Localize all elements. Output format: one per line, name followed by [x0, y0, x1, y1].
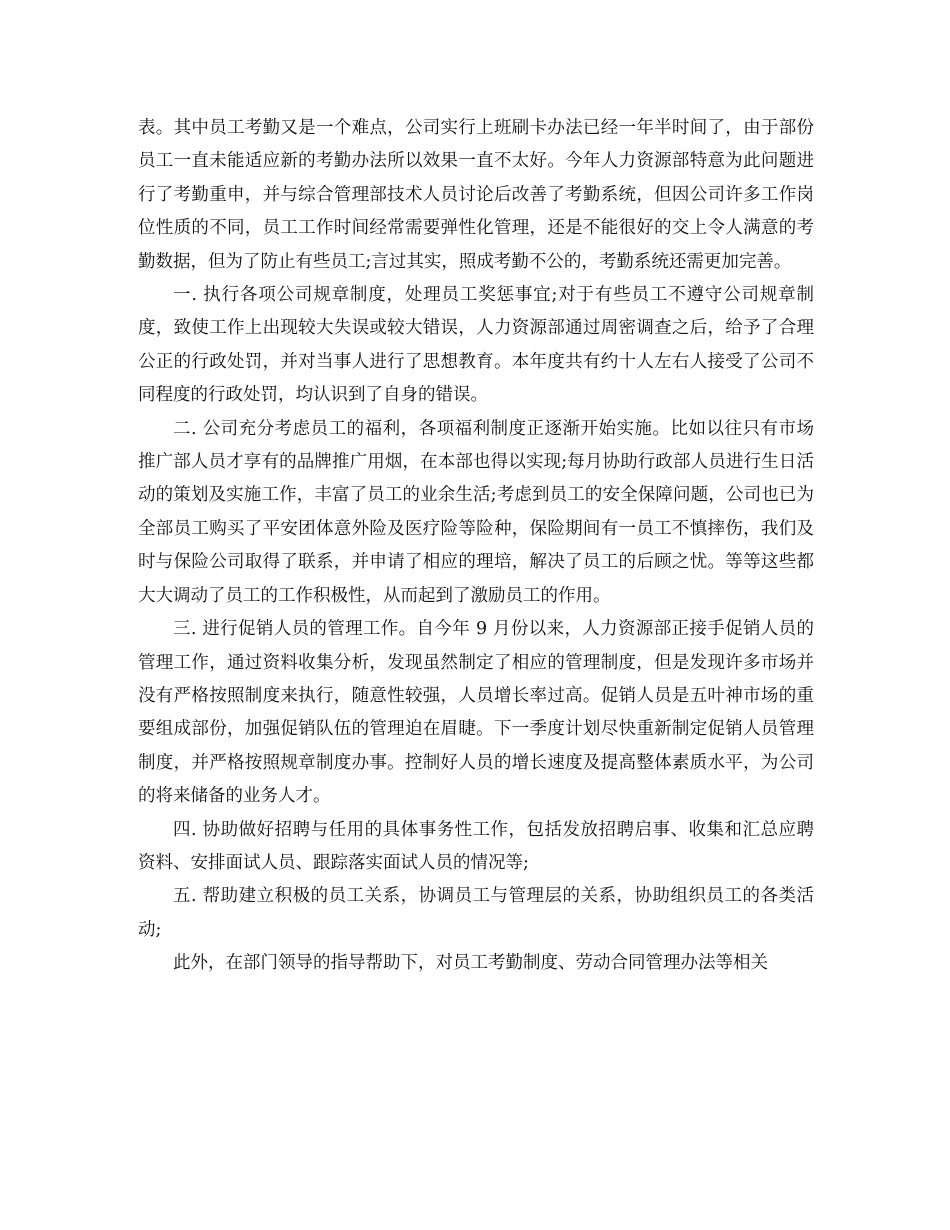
paragraph-item-3: 三. 进行促销人员的管理工作。自今年 9 月份以来，人力资源部正接手促销人员的管理工作，通过资料收集分析，发现虽然制定了相应的管理制度，但是发现许多市场并没有严格按照制度来执行，随意性较强，人员增长率过高。促销人员是五叶神市场的重要组成部份，加强促销队伍的管理迫在眉睫。下一季度计划尽快重新制定促销人员管理制度，并严格按照规章制度办事。控制好人员的增长速度及提高整体素质水平，为公司的将来储备的业务人才。 [138, 619, 814, 807]
paragraph-additional: 此外，在部门领导的指导帮助下，对员工考勤制度、劳动合同管理办法等相关 [173, 953, 768, 974]
paragraph-item-1: 一. 执行各项公司规章制度，处理员工奖惩事宜;对于有些员工不遵守公司规章制度，致使工作上出现较大失误或较大错误，人力资源部通过周密调查之后，给予了合理公正的行政处罚，并对当事人进行了思想教育。本年度共有约十人左右人接受了公司不同程度的行政处罚，均认识到了自身的错误。 [138, 285, 814, 406]
document-body [138, 112, 814, 981]
paragraph-attendance: 表。其中员工考勤又是一个难点，公司实行上班刷卡办法已经一年半时间了，由于部份员工一直未能适应新的考勤办法所以效果一直不太好。今年人力资源部特意为此问题进行了考勤重申，并与综合管理部技术人员讨论后改善了考勤系统，但因公司许多工作岗位性质的不同，员工工作时间经常需要弹性化管理，还是不能很好的交上令人满意的考勤数据，但为了防止有些员工;言过其实，照成考勤不公的，考勤系统还需更加完善。 [138, 118, 814, 272]
paragraph-item-2: 二. 公司充分考虑员工的福利，各项福利制度正逐渐开始实施。比如以往只有市场推广部人员才享有的品牌推广用烟，在本部也得以实现;每月协助行政部人员进行生日活动的策划及实施工作，丰富了员工的业余生活;考虑到员工的安全保障问题，公司也已为全部员工购买了平安团体意外险及医疗险等险种，保险期间有一员工不慎摔伤，我们及时与保险公司取得了联系，并申请了相应的理培，解决了员工的后顾之忧。等等这些都大大调动了员工的工作积极性，从而起到了激励员工的作用。 [138, 418, 814, 606]
paragraph-item-4: 四. 协助做好招聘与任用的具体事务性工作，包括发放招聘启事、收集和汇总应聘资料、安排面试人员、跟踪落实面试人员的情况等; [138, 819, 814, 873]
paragraph-item-5: 五. 帮助建立积极的员工关系，协调员工与管理层的关系，协助组织员工的各类活动; [138, 886, 814, 940]
